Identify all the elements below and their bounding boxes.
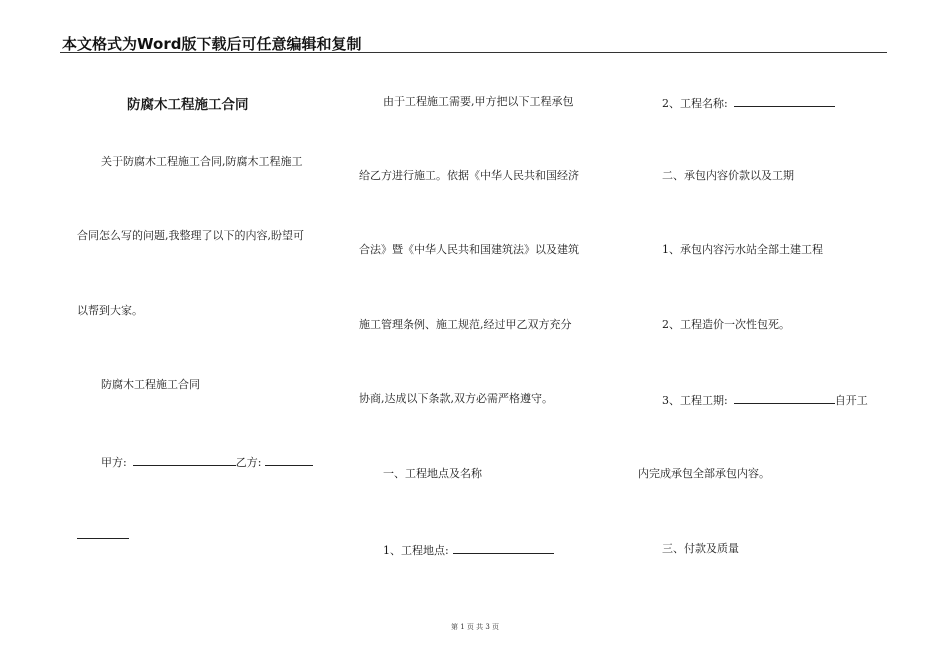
project-name-label: 2、工程名称: [662, 97, 728, 110]
paragraph-line: 协商,达成以下条款,双方必需严格遵守。 [359, 392, 553, 405]
location-line [383, 542, 554, 558]
paragraph-line: 关于防腐木工程施工合同,防腐木工程施工 [101, 155, 303, 168]
contract-heading: 防腐木工程施工合同 [101, 378, 200, 391]
paragraph-line: 以帮到大家。 [77, 304, 143, 317]
page-number: 第 1 页 共 3 页 [450, 623, 500, 631]
location-label: 1、工程地点: [383, 544, 449, 557]
header-divider [60, 52, 887, 53]
duration-label: 3、工程工期: [662, 394, 728, 407]
duration-blank [734, 392, 835, 404]
section-heading: 三、付款及质量 [662, 542, 739, 555]
party-line [101, 454, 313, 470]
party-b-blank [265, 454, 313, 466]
section-heading: 一、工程地点及名称 [383, 467, 482, 480]
paragraph-line: 由于工程施工需要,甲方把以下工程承包 [383, 95, 574, 108]
paragraph-line: 施工管理条例、施工规范,经过甲乙双方充分 [359, 318, 572, 331]
document-header: 本文格式为Word版下载后可任意编辑和复制 [62, 35, 362, 53]
section-heading: 二、承包内容价款以及工期 [662, 169, 794, 182]
paragraph-line: 1、承包内容污水站全部土建工程 [662, 243, 823, 256]
paragraph-line: 给乙方进行施工。依据《中华人民共和国经济 [359, 169, 579, 182]
party-b-blank-continued [77, 538, 129, 539]
paragraph-line: 合法》暨《中华人民共和国建筑法》以及建筑 [359, 243, 579, 256]
document-title: 防腐木工程施工合同 [127, 97, 249, 113]
party-b-label: 乙方: [235, 456, 262, 469]
paragraph-line: 2、工程造价一次性包死。 [662, 318, 790, 331]
project-name-blank [734, 95, 835, 107]
party-a-blank [133, 454, 236, 466]
location-blank [453, 542, 554, 554]
duration-suffix: 自开工 [834, 394, 868, 407]
paragraph-line: 内完成承包全部承包内容。 [638, 467, 770, 480]
duration-line [662, 392, 868, 408]
project-name-line [662, 95, 835, 111]
party-a-label: 甲方: [101, 456, 127, 469]
paragraph-line: 合同怎么写的问题,我整理了以下的内容,盼望可 [77, 229, 304, 242]
